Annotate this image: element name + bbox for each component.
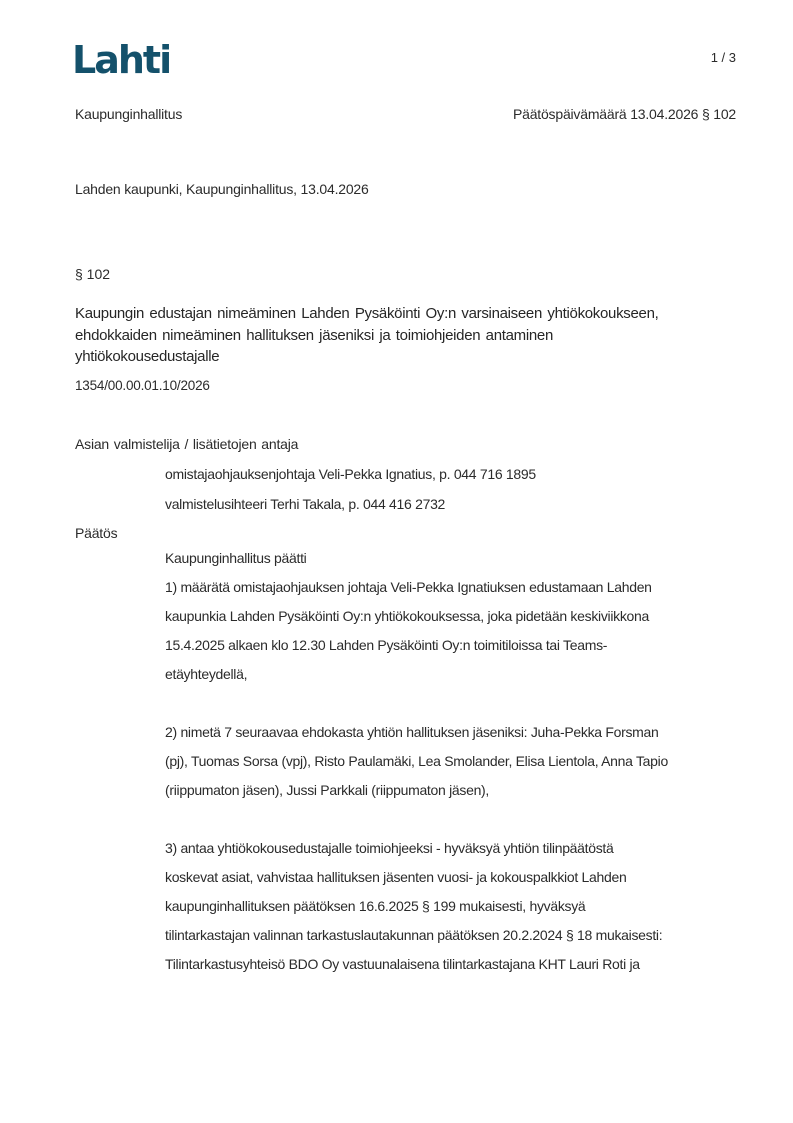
document-title xyxy=(75,303,743,368)
decision-text-line: tilintarkastajan valinnan tarkastuslautakunnan päätöksen 20.2.2024 § 18 mukaisesti: xyxy=(165,927,663,943)
preparer-contact: omistajaohjauksenjohtaja Veli-Pekka Ignatius, p. 044 716 1895 xyxy=(165,466,536,482)
decision-text-line: kaupunginhallituksen päätöksen 16.6.2025 § 199 mukaisesti, hyväksyä xyxy=(165,898,586,914)
decision-text-line: koskevat asiat, vahvistaa hallituksen jäsenten vuosi- ja kokouspalkkiot Lahden xyxy=(165,869,627,885)
org-date-line: Lahden kaupunki, Kaupunginhallitus, 13.04.2026 xyxy=(75,181,369,197)
decision-text-line: (riippumaton jäsen), Jussi Parkkali (riippumaton jäsen), xyxy=(165,782,490,798)
decision-label: Päätös xyxy=(75,525,118,541)
decision-text-line: etäyhteydellä, xyxy=(165,666,248,682)
title-line: ehdokkaiden nimeäminen hallituksen jäseniksi ja toimiohjeiden antaminen xyxy=(75,326,553,344)
header-committee: Kaupunginhallitus xyxy=(75,106,183,122)
section-number: § 102 xyxy=(75,266,111,282)
preparer-contact: valmistelusihteeri Terhi Takala, p. 044 416 2732 xyxy=(165,496,446,512)
decision-text-line: (pj), Tuomas Sorsa (vpj), Risto Paulamäki, Lea Smolander, Elisa Lientola, Anna Tapio xyxy=(165,753,668,769)
decision-text-line: 2) nimetä 7 seuraavaa ehdokasta yhtiön hallituksen jäseniksi: Juha-Pekka Forsman xyxy=(165,724,659,740)
decision-text-line: 1) määrätä omistajaohjauksen johtaja Veli-Pekka Ignatiuksen edustamaan Lahden xyxy=(165,579,652,595)
decision-text-line: 3) antaa yhtiökokousedustajalle toimiohjeeksi - hyväksyä yhtiön tilinpäätöstä xyxy=(165,840,614,856)
decision-text-line: Tilintarkastusyhteisö BDO Oy vastuunalaisena tilintarkastajana KHT Lauri Roti ja xyxy=(165,956,640,972)
decision-text-line: kaupunkia Lahden Pysäköinti Oy:n yhtiökokouksessa, joka pidetään keskiviikkona xyxy=(165,608,650,624)
decision-paragraph-3 xyxy=(165,834,750,979)
lahti-logo: Lahti xyxy=(72,38,171,82)
diary-number: 1354/00.00.01.10/2026 xyxy=(75,378,210,393)
decision-body xyxy=(165,544,750,979)
decision-paragraph-2 xyxy=(165,718,750,805)
header-decision-date: Päätöspäivämäärä 13.04.2026 § 102 xyxy=(512,106,736,122)
title-line: yhtiökokousedustajalle xyxy=(75,348,220,365)
page-number: 1 / 3 xyxy=(710,50,736,65)
decision-intro: Kaupunginhallitus päätti xyxy=(165,550,307,566)
decision-text-line: 15.4.2025 alkaen klo 12.30 Lahden Pysäköinti Oy:n toimitiloissa tai Teams- xyxy=(165,637,608,653)
preparer-heading: Asian valmistelija / lisätietojen antaja xyxy=(75,436,299,452)
document-header xyxy=(75,106,736,122)
title-line: Kaupungin edustajan nimeäminen Lahden Pysäköinti Oy:n varsinaiseen yhtiökokoukseen, xyxy=(75,305,659,322)
decision-paragraph-1 xyxy=(165,573,750,689)
